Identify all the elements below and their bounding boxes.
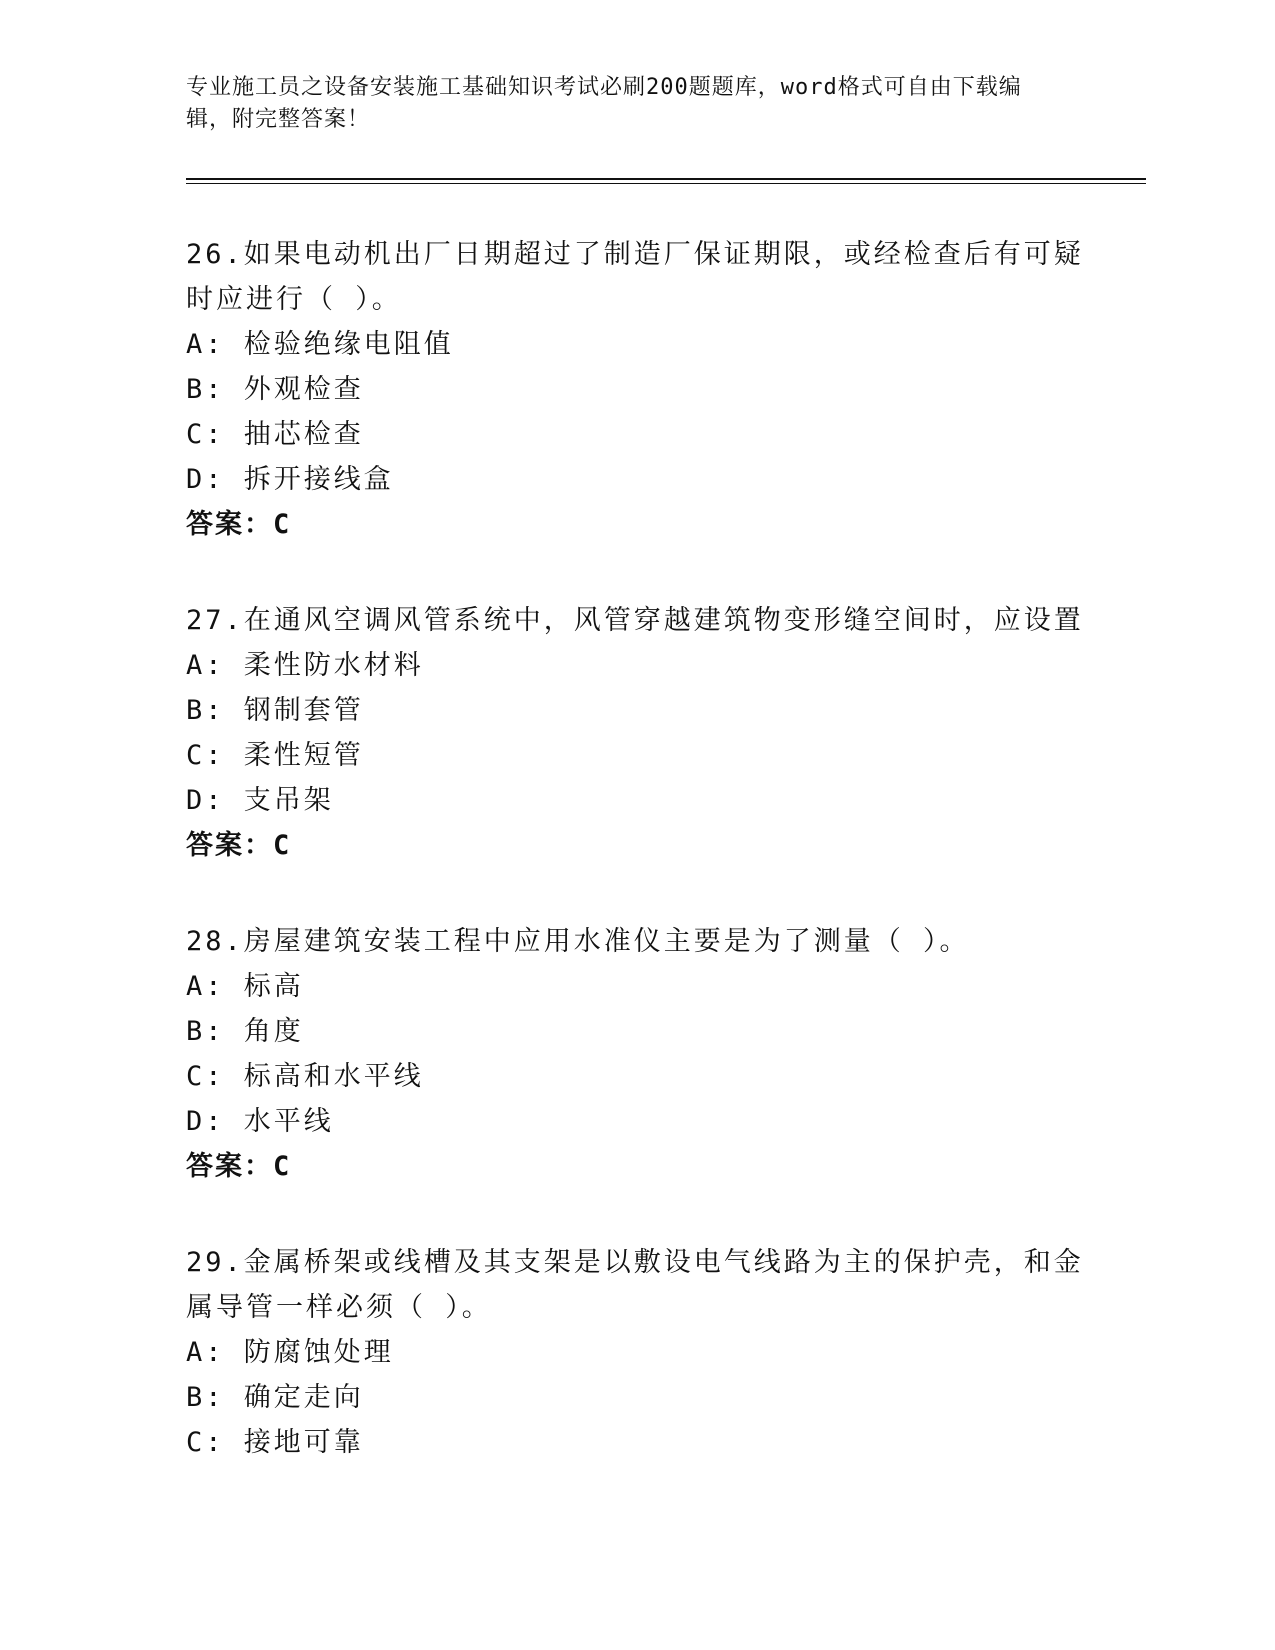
answer-line: 答案：C	[186, 830, 292, 861]
option-d: D: 拆开接线盒	[186, 464, 394, 495]
question-28	[186, 919, 1086, 1189]
option-b: B: 确定走向	[186, 1382, 364, 1413]
question-stem: 26.如果电动机出厂日期超过了制造厂保证期限，或经检查后有可疑时应进行（ ）。	[186, 239, 1084, 315]
option-c: C: 柔性短管	[186, 740, 364, 771]
question-27	[186, 598, 1086, 868]
question-26	[186, 232, 1086, 547]
question-stem: 27.在通风空调风管系统中，风管穿越建筑物变形缝空间时，应设置	[186, 605, 1084, 636]
header-divider-thick	[186, 178, 1146, 180]
option-a: A: 柔性防水材料	[186, 650, 424, 681]
answer-line: 答案：C	[186, 1151, 292, 1182]
option-c: C: 抽芯检查	[186, 419, 364, 450]
question-stem: 29.金属桥架或线槽及其支架是以敷设电气线路为主的保护壳，和金属导管一样必须（ ）。	[186, 1247, 1084, 1323]
question-stem: 28.房屋建筑安装工程中应用水准仪主要是为了测量（ ）。	[186, 926, 970, 957]
option-b: B: 角度	[186, 1016, 304, 1047]
header-divider-thin	[186, 183, 1146, 184]
option-b: B: 外观检查	[186, 374, 364, 405]
question-list	[186, 232, 1086, 1516]
option-c: C: 接地可靠	[186, 1427, 364, 1458]
option-d: D: 支吊架	[186, 785, 334, 816]
option-a: A: 标高	[186, 971, 304, 1002]
option-b: B: 钢制套管	[186, 695, 364, 726]
option-c: C: 标高和水平线	[186, 1061, 424, 1092]
option-a: A: 防腐蚀处理	[186, 1337, 394, 1368]
question-29	[186, 1240, 1086, 1465]
option-d: D: 水平线	[186, 1106, 334, 1137]
option-a: A: 检验绝缘电阻值	[186, 329, 454, 360]
document-header: 专业施工员之设备安装施工基础知识考试必刷200题题库，word格式可自由下载编辑，附完整答案！	[186, 75, 1022, 132]
answer-line: 答案：C	[186, 509, 292, 540]
